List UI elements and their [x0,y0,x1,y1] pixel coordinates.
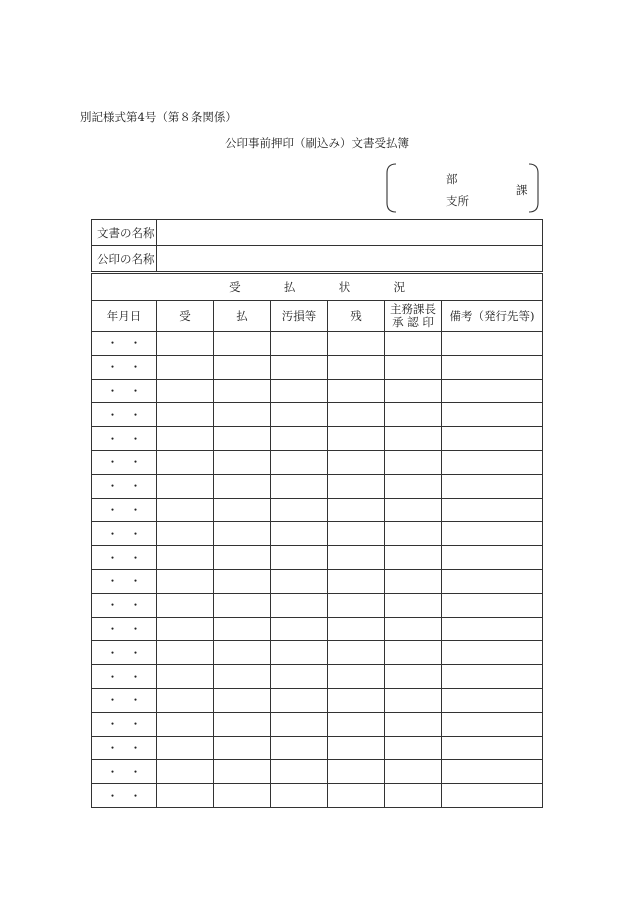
balance-cell[interactable] [328,784,385,808]
table-row [92,593,543,617]
remarks-cell[interactable] [442,641,543,665]
table-row [92,546,543,570]
balance-cell[interactable] [328,474,385,498]
status-title-char: 状 [338,280,351,294]
remarks-cell[interactable] [442,665,543,689]
col-header-approver [385,301,442,332]
department-box [384,163,541,213]
receive-cell[interactable] [157,617,214,641]
col-header-pay: 払 [214,301,271,332]
table-row [92,427,543,451]
balance-cell[interactable] [328,332,385,356]
date-cell[interactable]: ・ ・ [92,665,157,689]
remarks-cell[interactable] [442,736,543,760]
date-cell[interactable]: ・ ・ [92,712,157,736]
damage-cell[interactable] [271,688,328,712]
date-cell[interactable]: ・ ・ [92,736,157,760]
approver-cell[interactable] [385,712,442,736]
damage-cell[interactable] [271,569,328,593]
pay-cell[interactable] [214,688,271,712]
pay-cell[interactable] [214,403,271,427]
remarks-cell[interactable] [442,403,543,427]
date-cell[interactable]: ・ ・ [92,379,157,403]
table-row [92,688,543,712]
remarks-cell[interactable] [442,688,543,712]
receive-cell[interactable] [157,569,214,593]
approver-cell[interactable] [385,617,442,641]
remarks-cell[interactable] [442,379,543,403]
damage-cell[interactable] [271,617,328,641]
status-title-char: 払 [283,280,296,294]
damage-cell[interactable] [271,641,328,665]
table-row [92,332,543,356]
balance-cell[interactable] [328,403,385,427]
table-row [92,498,543,522]
table-row [92,522,543,546]
pay-cell[interactable] [214,546,271,570]
balance-cell[interactable] [328,688,385,712]
pay-cell[interactable] [214,427,271,451]
balance-cell[interactable] [328,427,385,451]
approver-cell[interactable] [385,332,442,356]
date-cell[interactable]: ・ ・ [92,355,157,379]
approver-line-1: 主務課長 [390,302,436,316]
remarks-cell[interactable] [442,522,543,546]
table-row [92,736,543,760]
table-row [92,474,543,498]
date-cell[interactable]: ・ ・ [92,546,157,570]
damage-cell[interactable] [271,474,328,498]
remarks-cell[interactable] [442,617,543,641]
approver-cell[interactable] [385,450,442,474]
remarks-cell[interactable] [442,593,543,617]
balance-cell[interactable] [328,379,385,403]
approver-cell[interactable] [385,474,442,498]
document-name-row [92,220,543,246]
date-cell[interactable]: ・ ・ [92,593,157,617]
receive-cell[interactable] [157,712,214,736]
section-label: 課 [516,183,528,197]
date-cell[interactable]: ・ ・ [92,403,157,427]
damage-cell[interactable] [271,355,328,379]
damage-cell[interactable] [271,665,328,689]
date-cell[interactable]: ・ ・ [92,784,157,808]
pay-cell[interactable] [214,569,271,593]
table-row [92,569,543,593]
receive-cell[interactable] [157,332,214,356]
pay-cell[interactable] [214,617,271,641]
damage-cell[interactable] [271,332,328,356]
column-header-row [92,301,543,332]
seal-name-row [92,246,543,273]
register-table [91,219,543,808]
balance-cell[interactable] [328,355,385,379]
damage-cell[interactable] [271,522,328,546]
col-header-remarks: 備考（発行先等) [442,301,543,332]
receive-cell[interactable] [157,593,214,617]
pay-cell[interactable] [214,450,271,474]
remarks-cell[interactable] [442,450,543,474]
document-name-field[interactable] [157,220,543,246]
col-header-date: 年月日 [92,301,157,332]
form-number: 別記様式第4号（第８条関係） [80,110,237,124]
receive-cell[interactable] [157,403,214,427]
approver-cell[interactable] [385,760,442,784]
date-cell[interactable]: ・ ・ [92,569,157,593]
pay-cell[interactable] [214,474,271,498]
approver-cell[interactable] [385,403,442,427]
approver-cell[interactable] [385,665,442,689]
pay-cell[interactable] [214,355,271,379]
receive-cell[interactable] [157,427,214,451]
approver-cell[interactable] [385,593,442,617]
date-cell[interactable]: ・ ・ [92,522,157,546]
table-row [92,450,543,474]
table-row [92,760,543,784]
seal-name-field[interactable] [157,246,543,273]
remarks-cell[interactable] [442,355,543,379]
approver-cell[interactable] [385,379,442,403]
balance-cell[interactable] [328,641,385,665]
damage-cell[interactable] [271,736,328,760]
remarks-cell[interactable] [442,569,543,593]
balance-cell[interactable] [328,593,385,617]
receive-cell[interactable] [157,736,214,760]
damage-cell[interactable] [271,450,328,474]
balance-cell[interactable] [328,569,385,593]
approver-cell[interactable] [385,736,442,760]
receive-cell[interactable] [157,474,214,498]
receive-cell[interactable] [157,665,214,689]
approver-cell[interactable] [385,546,442,570]
receive-cell[interactable] [157,450,214,474]
table-row [92,355,543,379]
balance-cell[interactable] [328,522,385,546]
remarks-cell[interactable] [442,498,543,522]
receive-cell[interactable] [157,760,214,784]
damage-cell[interactable] [271,546,328,570]
approver-line-2: 承 認 印 [392,315,434,329]
date-cell[interactable]: ・ ・ [92,641,157,665]
table-row [92,617,543,641]
balance-cell[interactable] [328,712,385,736]
date-cell[interactable]: ・ ・ [92,688,157,712]
approver-cell[interactable] [385,641,442,665]
receive-cell[interactable] [157,546,214,570]
remarks-cell[interactable] [442,332,543,356]
document-title: 公印事前押印（刷込み）文書受払簿 [225,136,409,150]
date-cell[interactable]: ・ ・ [92,474,157,498]
col-header-balance: 残 [328,301,385,332]
balance-cell[interactable] [328,617,385,641]
table-row [92,665,543,689]
balance-cell[interactable] [328,498,385,522]
approver-cell[interactable] [385,498,442,522]
balance-cell[interactable] [328,450,385,474]
col-header-damage: 汚損等 [271,301,328,332]
balance-cell[interactable] [328,760,385,784]
approver-cell[interactable] [385,355,442,379]
table-row [92,784,543,808]
document-name-label: 文書の名称 [92,220,157,246]
damage-cell[interactable] [271,784,328,808]
date-cell[interactable]: ・ ・ [92,760,157,784]
remarks-cell[interactable] [442,760,543,784]
date-cell[interactable]: ・ ・ [92,427,157,451]
date-cell[interactable]: ・ ・ [92,498,157,522]
pay-cell[interactable] [214,498,271,522]
date-cell[interactable]: ・ ・ [92,617,157,641]
remarks-cell[interactable] [442,784,543,808]
status-title [92,273,543,301]
balance-cell[interactable] [328,665,385,689]
receive-cell[interactable] [157,688,214,712]
date-cell[interactable]: ・ ・ [92,450,157,474]
table-row [92,379,543,403]
damage-cell[interactable] [271,427,328,451]
approver-cell[interactable] [385,427,442,451]
receive-cell[interactable] [157,355,214,379]
pay-cell[interactable] [214,332,271,356]
status-title-char: 受 [229,280,241,294]
receive-cell[interactable] [157,784,214,808]
damage-cell[interactable] [271,498,328,522]
pay-cell[interactable] [214,593,271,617]
damage-cell[interactable] [271,593,328,617]
pay-cell[interactable] [214,784,271,808]
seal-name-label: 公印の名称 [92,246,157,273]
status-title-row [92,273,543,301]
pay-cell[interactable] [214,379,271,403]
remarks-cell[interactable] [442,546,543,570]
pay-cell[interactable] [214,760,271,784]
pay-cell[interactable] [214,736,271,760]
status-title-char: 況 [393,280,405,294]
approver-cell[interactable] [385,522,442,546]
receive-cell[interactable] [157,641,214,665]
balance-cell[interactable] [328,546,385,570]
approver-cell[interactable] [385,784,442,808]
branch-label: 支所 [446,194,469,208]
remarks-cell[interactable] [442,712,543,736]
remarks-cell[interactable] [442,474,543,498]
damage-cell[interactable] [271,403,328,427]
balance-cell[interactable] [328,736,385,760]
department-label: 部 [446,172,458,186]
pay-cell[interactable] [214,522,271,546]
receive-cell[interactable] [157,498,214,522]
table-row [92,641,543,665]
remarks-cell[interactable] [442,427,543,451]
damage-cell[interactable] [271,379,328,403]
approver-cell[interactable] [385,569,442,593]
pay-cell[interactable] [214,641,271,665]
damage-cell[interactable] [271,760,328,784]
receive-cell[interactable] [157,379,214,403]
damage-cell[interactable] [271,712,328,736]
col-header-receive: 受 [157,301,214,332]
pay-cell[interactable] [214,712,271,736]
pay-cell[interactable] [214,665,271,689]
date-cell[interactable]: ・ ・ [92,332,157,356]
table-row [92,712,543,736]
receive-cell[interactable] [157,522,214,546]
table-row [92,403,543,427]
approver-cell[interactable] [385,688,442,712]
